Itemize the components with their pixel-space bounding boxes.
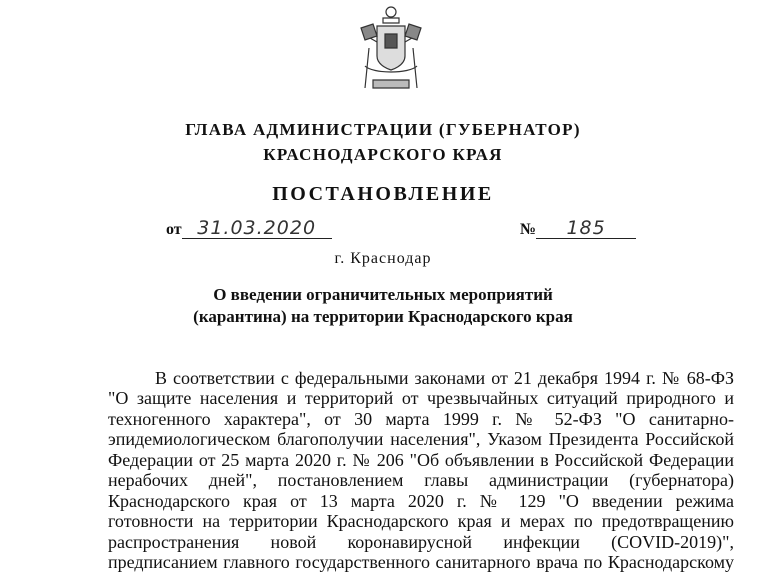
date-value: 31.03.2020 — [182, 218, 332, 239]
body-line: В соответствии с федеральными законами от 21 декабря 1994 г. № 68-ФЗ — [155, 368, 734, 388]
body-line: распространения новой коронавирусной инфекции (COVID-2019)", — [108, 531, 734, 552]
body-line: эпидемиологическом благополучии населения", Указом Президента Российской — [108, 429, 734, 449]
issuer-region: КРАСНОДАРСКОГО КРАЯ — [263, 145, 503, 164]
number-field — [520, 218, 636, 239]
date-field — [166, 218, 332, 239]
body-line: нерабочих дней", постановлением главы администрации (губернатора) — [108, 470, 734, 490]
date-prefix: от — [166, 221, 182, 238]
body-line: Краснодарского края от 13 марта 2020 г. № 129 "О введении режима — [108, 490, 734, 511]
number-value: 185 — [536, 218, 636, 239]
coat-of-arms-emblem — [355, 4, 427, 96]
issuer-title: ГЛАВА АДМИНИСТРАЦИИ (ГУБЕРНАТОР) — [185, 120, 581, 139]
subject-line-2: (карантина) на территории Краснодарского края — [193, 307, 573, 326]
body-line: "О защите населения и территорий от чрезвычайных ситуаций природного и — [108, 388, 734, 408]
body-line: готовности на территории Краснодарского края и мерах по предотвращению — [108, 511, 734, 531]
city: г. Краснодар — [334, 250, 432, 267]
number-prefix: № — [520, 221, 537, 238]
body-line: предписанием главного государственного санитарного врача по Краснодарскому — [108, 552, 734, 572]
subject-line-1: О введении ограничительных мероприятий — [213, 285, 553, 304]
document-type: ПОСТАНОВЛЕНИЕ — [272, 183, 494, 205]
body-line: техногенного характера", от 30 марта 1999 г. № 52-ФЗ "О санитарно- — [108, 408, 734, 429]
body-line: Федерации от 25 марта 2020 г. № 206 "Об объявлении в Российской Федерации — [108, 449, 734, 470]
